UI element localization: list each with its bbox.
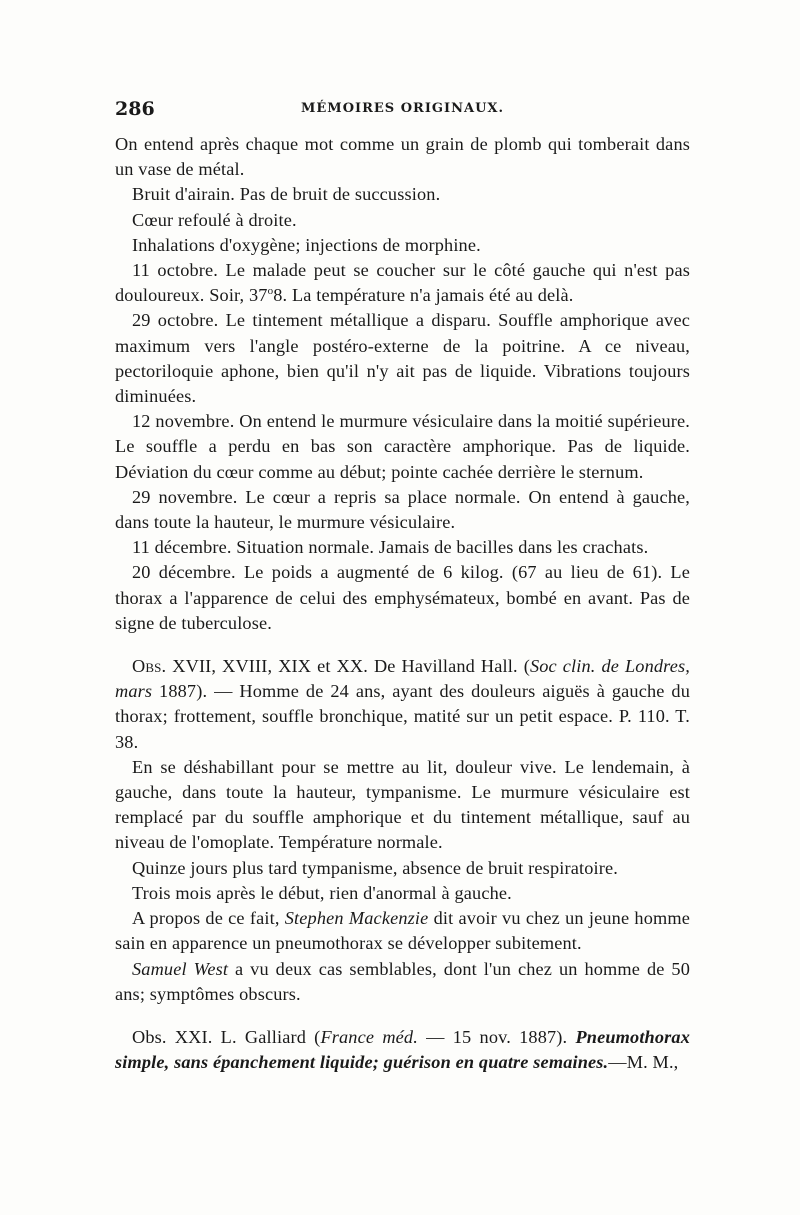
text-run: a vu deux cas semblables, dont l'un chez un homme de 50 ans; symptômes obscurs.	[115, 958, 690, 1004]
obs-label: Obs.	[132, 656, 167, 677]
paragraph: Cœur refoulé à droite.	[132, 209, 297, 230]
paragraph: Trois mois après le début, rien d'anormal à gauche.	[132, 882, 512, 903]
text-run: XVII, XVIII, XIX et XX. De Havilland Hall. (	[166, 656, 530, 677]
citation-source: France méd.	[320, 1026, 418, 1047]
paragraph: 12 novembre. On entend le murmure vésiculaire dans la moitié supérieure. Le souffle a perdu en bas son caractère amphorique. Pas de liquide. Déviation du cœur comme au début; pointe cachée derrière le sternum.	[115, 411, 690, 482]
text-run: 8. La température n'a jamais été au delà.	[273, 285, 574, 306]
observation-paragraph	[115, 1025, 690, 1075]
paragraph	[115, 906, 690, 956]
author-name: Samuel West	[132, 958, 229, 979]
page-header	[115, 98, 690, 122]
paragraph: 29 novembre. Le cœur a repris sa place normale. On entend à gauche, dans toute la hauteur, le murmure vésiculaire.	[115, 486, 690, 533]
paragraph: Quinze jours plus tard tympanisme, absence de bruit respiratoire.	[132, 857, 618, 878]
paragraph: 29 octobre. Le tintement métallique a disparu. Souffle amphorique avec maximum vers l'angle postéro-externe de la poitrine. A ce niveau, pectoriloquie aphone, bien qu'il n'y ait pas de liquide. Vibrations toujours diminuées.	[115, 310, 690, 407]
text-run: 11 octobre. Le malade peut se coucher sur le côté gauche qui n'est pas douloureux. Soir, 37	[115, 260, 690, 306]
citation-source: Soc clin. de Londres, mars	[115, 656, 690, 702]
superscript: o	[267, 285, 274, 298]
paragraph: En se déshabillant pour se mettre au lit, douleur vive. Le lendemain, à gauche, dans toute la hauteur, tympanisme. Le murmure vésiculaire est remplacé par du souffle amphorique et du tintement métallique, sauf au niveau de l'omoplate. Température normale.	[115, 756, 690, 853]
paragraph: 11 décembre. Situation normale. Jamais de bacilles dans les crachats.	[132, 537, 649, 558]
paragraph: 20 décembre. Le poids a augmenté de 6 kilog. (67 au lieu de 61). Le thorax a l'apparence de celui des emphysémateux, bombé en avant. Pas de signe de tuberculose.	[115, 562, 690, 633]
text-run: 1887). — Homme de 24 ans, ayant des douleurs aiguës à gauche du thorax; frottement, souffle bronchique, matité sur un petit espace. P. 110. T. 38.	[115, 681, 690, 752]
text-run: —M. M.,	[608, 1052, 679, 1073]
body-text	[115, 132, 690, 1075]
paragraph: Bruit d'airain. Pas de bruit de succussion.	[132, 184, 441, 205]
paragraph: Inhalations d'oxygène; injections de morphine.	[132, 234, 481, 255]
author-name: Stephen Mackenzie	[284, 908, 429, 929]
paragraph	[115, 258, 690, 308]
running-head: MÉMOIRES ORIGINAUX.	[301, 101, 505, 116]
text-run: Obs. XXI. L. Galliard (	[132, 1026, 321, 1047]
page-number: 286	[115, 98, 155, 120]
observation-title: Pneumothorax simple, sans épanchement liquide; guérison en quatre semaines.	[115, 1026, 691, 1073]
paragraph: On entend après chaque mot comme un grain de plomb qui tomberait dans un vase de métal.	[115, 134, 690, 180]
observation-paragraph	[115, 654, 690, 755]
paragraph	[115, 957, 690, 1007]
text-run: A propos de ce fait,	[132, 908, 285, 929]
text-run: — 15 nov. 1887).	[417, 1026, 576, 1047]
text-run: dit avoir vu chez un jeune homme sain en apparence un pneumothorax se développer subitement.	[115, 908, 691, 954]
